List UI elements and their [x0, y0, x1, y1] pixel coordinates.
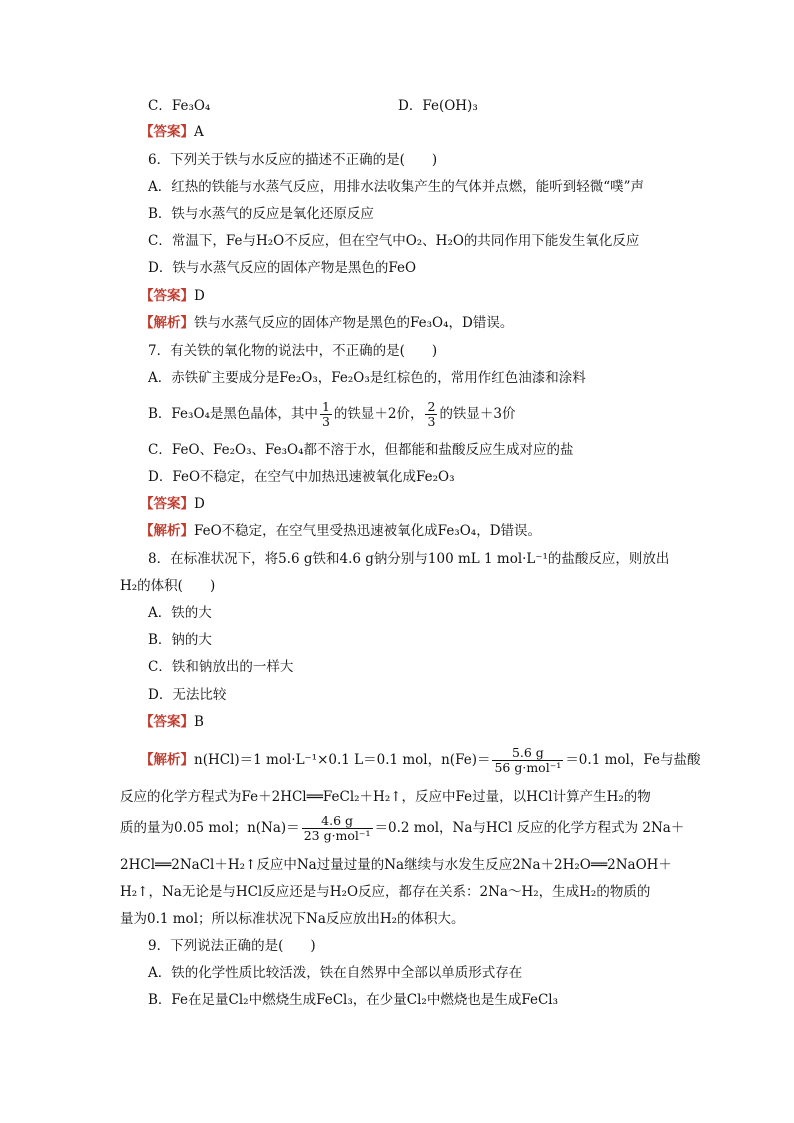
q7-b-mid: 的铁显＋2价，	[333, 406, 424, 422]
q6-option-c: C．常温下，Fe与H₂O不反应，但在空气中O₂、H₂O的共同作用下能发生氧化反应	[148, 233, 640, 249]
q7-option-a: A．赤铁矿主要成分是Fe₂O₃，Fe₂O₃是红棕色的，常用作红色油漆和涂料	[148, 370, 586, 386]
q9-option-a: A．铁的化学性质比较活泼，铁在自然界中全部以单质形式存在	[148, 965, 523, 981]
q7-option-b	[148, 396, 516, 432]
fraction-fe-moles: $\frac{5.6 g}{\text{56 g·mol⁻¹}}$	[494, 745, 562, 775]
q7-stem: 7．有关铁的氧化物的说法中，不正确的是( )	[148, 343, 438, 359]
answer-value: D	[194, 288, 205, 304]
q8-explanation-line1	[140, 742, 700, 778]
q7-b-pre: B．Fe₃O₄是黑色晶体，其中	[148, 406, 318, 422]
q9-option-b: B．Fe在足量Cl₂中燃烧生成FeCl₃，在少量Cl₂中燃烧也是生成FeCl₃	[148, 992, 559, 1008]
q6-option-a: A．红热的铁能与水蒸气反应，用排水法收集产生的气体并点燃，能听到轻微“噗”声	[148, 179, 645, 195]
q8-option-d: D．无法比较	[148, 687, 227, 703]
q8-explanation-line6: 量为0.1 mol；所以标准状况下Na反应放出H₂的体积大。	[120, 911, 465, 927]
q8-explanation-line4: 2HCl══2NaCl＋H₂↑反应中Na过量过量的Na继续与水发生反应2Na＋2H₂O══2NaOH＋	[120, 857, 672, 873]
q8-stem-line2: H₂的体积( )	[120, 578, 216, 594]
answer-value: A	[194, 124, 204, 140]
q6-option-d: D．铁与水蒸气反应的固体产物是黑色的FeO	[148, 260, 417, 276]
explanation-tag: 【解析】	[140, 752, 194, 768]
q7-explanation	[140, 522, 541, 540]
q7-answer	[140, 495, 205, 513]
answer-value: B	[194, 714, 204, 730]
answer-value: D	[194, 496, 205, 512]
answer-tag: 【答案】	[140, 124, 194, 140]
q8-explanation-line3	[120, 810, 684, 846]
q8-e3-pre: 质的量为0.05 mol；n(Na)＝	[120, 820, 300, 836]
answer-tag: 【答案】	[140, 496, 194, 512]
q8-option-a: A．铁的大	[148, 605, 212, 621]
q5-option-d: D．Fe(OH)₃	[398, 98, 478, 114]
explanation-text: FeO不稳定，在空气里受热迅速被氧化成Fe₃O₄，D错误。	[194, 523, 542, 539]
fraction-one-third: $\frac{1}{3}$	[321, 399, 330, 429]
q5-answer	[140, 123, 204, 141]
q9-stem: 9．下列说法正确的是( )	[148, 938, 316, 954]
explanation-tag: 【解析】	[140, 315, 194, 331]
q8-e1-post: ＝0.1 mol，Fe与盐酸	[565, 752, 701, 768]
q6-stem: 6．下列关于铁与水反应的描述不正确的是( )	[148, 152, 438, 168]
q8-explanation-line2: 反应的化学方程式为Fe＋2HCl══FeCl₂＋H₂↑，反应中Fe过量，以HCl计算产生H₂的物	[120, 789, 651, 805]
q8-option-c: C．铁和钠放出的一样大	[148, 659, 294, 675]
q8-option-b: B．钠的大	[148, 632, 212, 648]
q8-answer	[140, 713, 204, 731]
q8-stem-line1: 8．在标准状况下，将5.6 g铁和4.6 g钠分别与100 mL 1 mol·L⁻¹的盐酸反应，则放出	[148, 551, 670, 567]
q8-explanation-line5: H₂↑，Na无论是与HCl反应还是与H₂O反应，都存在关系：2Na～H₂，生成H₂的物质的	[120, 884, 651, 900]
explanation-tag: 【解析】	[140, 523, 194, 539]
fraction-two-thirds: $\frac{2}{3}$	[427, 399, 436, 429]
q8-e3-post: ＝0.2 mol，Na与HCl 反应的化学方程式为 2Na＋	[374, 820, 685, 836]
answer-tag: 【答案】	[140, 288, 194, 304]
q6-answer	[140, 287, 205, 305]
q8-e1-pre: n(HCl)＝1 mol·L⁻¹×0.1 L＝0.1 mol，n(Fe)＝	[194, 752, 491, 768]
fraction-na-moles: $\frac{4.6 g}{\text{23 g·mol⁻¹}}$	[303, 813, 371, 843]
q7-option-c: C．FeO、Fe₂O₃、Fe₃O₄都不溶于水，但都能和盐酸反应生成对应的盐	[148, 442, 574, 458]
q6-option-b: B．铁与水蒸气的反应是氧化还原反应	[148, 206, 374, 222]
q7-b-post: 的铁显＋3价	[439, 406, 516, 422]
q5-option-c: C．Fe₃O₄	[148, 98, 211, 114]
explanation-text: 铁与水蒸气反应的固体产物是黑色的Fe₃O₄，D错误。	[194, 315, 514, 331]
q6-explanation	[140, 314, 513, 332]
q7-option-d: D．FeO不稳定，在空气中加热迅速被氧化成Fe₂O₃	[148, 469, 455, 485]
answer-tag: 【答案】	[140, 714, 194, 730]
